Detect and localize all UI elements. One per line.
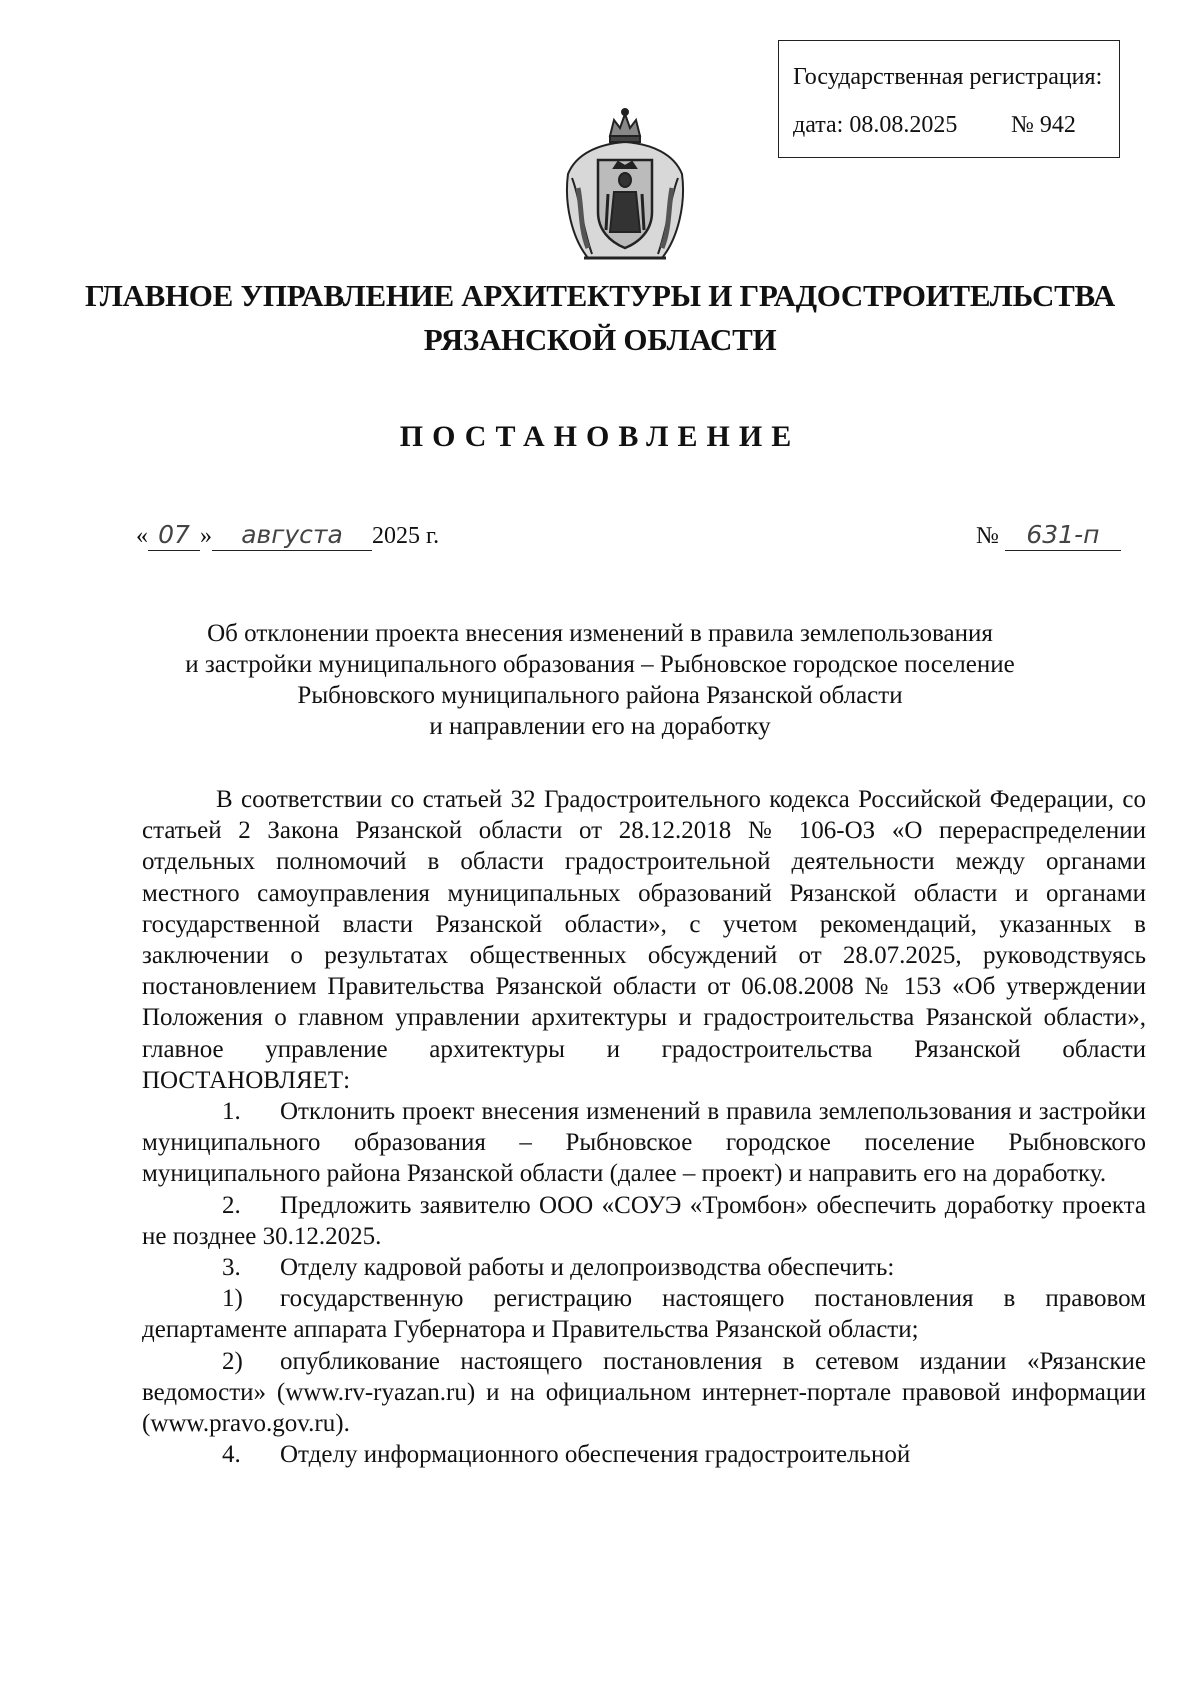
- list-item: [142, 1190, 1146, 1252]
- handwritten-day: 07: [148, 520, 200, 551]
- registration-number: № 942: [1011, 112, 1076, 138]
- date-open-quote: «: [136, 523, 148, 549]
- document-date: [136, 520, 439, 551]
- subject-line: Рыбновского муниципального района Рязанской области: [297, 682, 903, 709]
- coat-of-arms-icon: [558, 108, 692, 266]
- handwritten-month: августа: [212, 520, 372, 551]
- document-type-title: ПОСТАНОВЛЕНИЕ: [399, 420, 801, 453]
- subject-line: и застройки муниципального образования – Рыбновское городское поселение: [185, 651, 1015, 678]
- organization-name-line: ГЛАВНОЕ УПРАВЛЕНИЕ АРХИТЕКТУРЫ И ГРАДОСТРОИТЕЛЬСТВА: [84, 278, 1115, 313]
- list-item-text: Отделу информационного обеспечения градостроительной: [280, 1441, 911, 1469]
- subject-line: Об отклонении проекта внесения изменений в правила землепользования: [207, 620, 993, 647]
- registration-date: дата: 08.08.2025: [793, 112, 958, 138]
- document-number: [976, 520, 1121, 551]
- list-item-text: государственную регистрацию настоящего постановления в правовом департаменте аппарата Губернатора и Правительства Рязанской области;: [142, 1285, 1146, 1344]
- list-item-number: 2): [222, 1347, 243, 1375]
- registration-stamp: [778, 40, 1120, 158]
- list-item-number: 3.: [222, 1254, 241, 1282]
- list-item-number: 4.: [222, 1441, 241, 1469]
- list-item: [142, 1283, 1146, 1345]
- document-body: [142, 784, 1146, 1470]
- preamble-paragraph: В соответствии со статьей 32 Градостроительного кодекса Российской Федерации, со статьей 2 Закона Рязанской области от 28.12.2018 № 106-ОЗ «О перераспределении отдельных полномочий в области градостроительной деятельности между органами местного самоуправления муниципальных образований Рязанской области и органами государственной власти Рязанской области», с учетом рекомендаций, указанных в заключении о результатах общественных обсуждений от 28.07.2025, руководствуясь постановлением Правительства Рязанской области от 06.08.2008 № 153 «Об утверждении Положения о главном управлении архитектуры и градостроительства Рязанской области», главное управление архитектуры и градостроительства Рязанской области ПОСТАНОВЛЯЕТ:: [142, 786, 1146, 1094]
- registration-title: Государственная регистрация:: [793, 64, 1103, 90]
- subject-line: и направлении его на доработку: [429, 713, 771, 740]
- list-item-number: 2.: [222, 1191, 241, 1219]
- list-item-text: Отделу кадровой работы и делопроизводства обеспечить:: [280, 1254, 895, 1282]
- organization-name-line: РЯЗАНСКОЙ ОБЛАСТИ: [423, 322, 777, 357]
- handwritten-number: 631-п: [1005, 520, 1121, 551]
- list-item: [142, 1096, 1146, 1190]
- list-item-number: 1.: [222, 1098, 241, 1126]
- list-item: [142, 1252, 1146, 1283]
- document-subject: [0, 618, 1200, 742]
- list-item-text: опубликование настоящего постановления в сетевом издании «Рязанские ведомости» (www.rv-ryazan.ru) и на официальном интернет-портале правовой информации (www.pravo.gov.ru).: [142, 1347, 1146, 1438]
- list-item-number: 1): [222, 1285, 243, 1313]
- list-item-text: Предложить заявителю ООО «СОУЭ «Тромбон» обеспечить доработку проекта не позднее 30.12.2025.: [142, 1191, 1146, 1250]
- organization-name: [0, 274, 1200, 362]
- date-close-quote: »: [200, 523, 212, 549]
- list-item: [142, 1439, 1146, 1470]
- date-year: 2025 г.: [372, 523, 440, 549]
- number-prefix: №: [976, 523, 999, 549]
- list-item: [142, 1346, 1146, 1440]
- list-item-text: Отклонить проект внесения изменений в правила землепользования и застройки муниципального образования – Рыбновское городское поселение Рыбновского муниципального района Рязанской области (далее – проект) и направить его на доработку.: [142, 1098, 1146, 1188]
